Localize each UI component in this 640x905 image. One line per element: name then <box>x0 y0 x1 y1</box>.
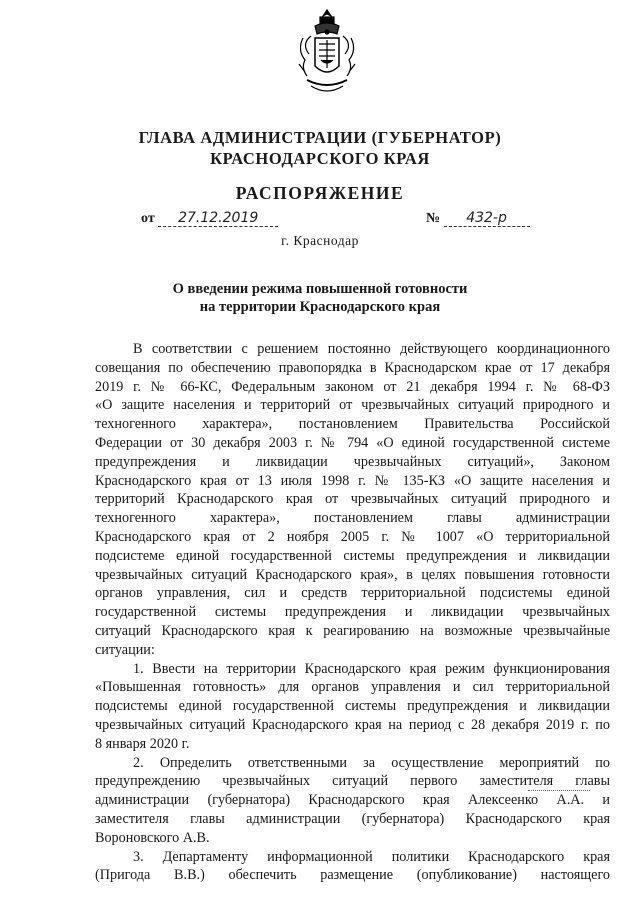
number-field <box>426 210 530 227</box>
body-line: ситуаций Краснодарского края к реагированию на возможные чрезвычайные <box>95 622 610 639</box>
body-line: 2. Определить ответственными за осуществление мероприятий по <box>133 754 610 771</box>
issuer-title-line2: КРАСНОДАРСКОГО КРАЯ <box>210 149 430 168</box>
subject-line2: на территории Краснодарского края <box>199 299 441 315</box>
body-line: техногенного характера», постановлением Правительства Российской <box>95 416 610 433</box>
body-line: «О защите населения и территорий от чрезвычайных ситуаций природного и <box>95 397 610 414</box>
body-line: предупреждению чрезвычайных ситуаций первого заместителя главы <box>95 773 610 790</box>
body-line: заместителя главы администрации (губернатора) Краснодарского края <box>95 810 610 827</box>
body-line: 2019 г. № 66-КС, Федеральным законом от 21 декабря 1994 г. № 68-ФЗ <box>95 378 610 395</box>
body-line: совещания по обеспечению правопорядка в Краснодарском крае от 17 декабря <box>95 359 610 376</box>
body-line: чрезвычайных ситуаций Краснодарского края на период с 28 декабря 2019 г. по <box>95 716 610 733</box>
body-line: Вороновского А.В. <box>95 829 210 846</box>
date-value: 27.12.2019 <box>158 210 278 227</box>
issuer-title-line1: ГЛАВА АДМИНИСТРАЦИИ (ГУБЕРНАТОР) <box>138 128 502 147</box>
body-line: чрезвычайных ситуаций Краснодарского края», в целях повышения готовности <box>95 566 610 583</box>
date-field <box>141 210 278 227</box>
body-line: В соответствии с решением постоянно действующего координационного <box>133 341 610 357</box>
body-line: органов управления, сил и средств территориальной подсистемы единой <box>95 585 610 602</box>
body-line: (Пригода В.В.) обеспечить размещение (опубликование) настоящего <box>95 867 610 884</box>
body-line: Федерации от 30 декабря 2003 г. № 794 «О единой государственной системе <box>95 434 610 451</box>
number-value: 432-р <box>444 210 530 227</box>
body-line: техногенного характера», постановлением главы администрации <box>95 510 610 527</box>
body-line: 8 января 2020 г. <box>95 735 190 752</box>
number-prefix: № <box>426 211 441 226</box>
body-line: подсистеме единой государственной системы предупреждения и ликвидации <box>95 547 610 564</box>
krasnodar-coat-of-arms-icon <box>293 8 361 100</box>
body-line: предупреждения и ликвидации чрезвычайных ситуаций», Законом <box>95 453 610 470</box>
subject-line1: О введении режима повышенной готовности <box>172 281 468 297</box>
body-line: Краснодарского края от 2 ноября 2005 г. № 1007 «О территориальной <box>95 528 610 545</box>
date-prefix: от <box>141 211 155 226</box>
body-line: Краснодарского края от 13 июля 1998 г. № 135-КЗ «О защите населения и <box>95 472 610 489</box>
document-type-title: РАСПОРЯЖЕНИЕ <box>235 183 405 203</box>
dotted-mark-divider <box>528 790 590 791</box>
body-line: администрации (губернатора) Краснодарского края Алексеенко А.А. и <box>95 792 610 809</box>
body-line: подсистемы единой государственной системы предупреждения и ликвидации <box>95 698 610 715</box>
body-line: территорий Краснодарского края от чрезвычайных ситуаций природного и <box>95 491 610 508</box>
document-body <box>95 340 610 885</box>
body-line: 1. Ввести на территории Краснодарского края режим функционирования <box>133 660 610 677</box>
body-line: «Повышенная готовность» для органов управления и сил территориальной <box>95 679 610 696</box>
body-line: ситуации: <box>95 641 155 658</box>
body-line: государственной системы предупреждения и ликвидации чрезвычайных <box>95 604 610 621</box>
body-line: 3. Департаменту информационной политики Краснодарского края <box>133 848 610 865</box>
city-label: г. Краснодар <box>281 233 359 248</box>
